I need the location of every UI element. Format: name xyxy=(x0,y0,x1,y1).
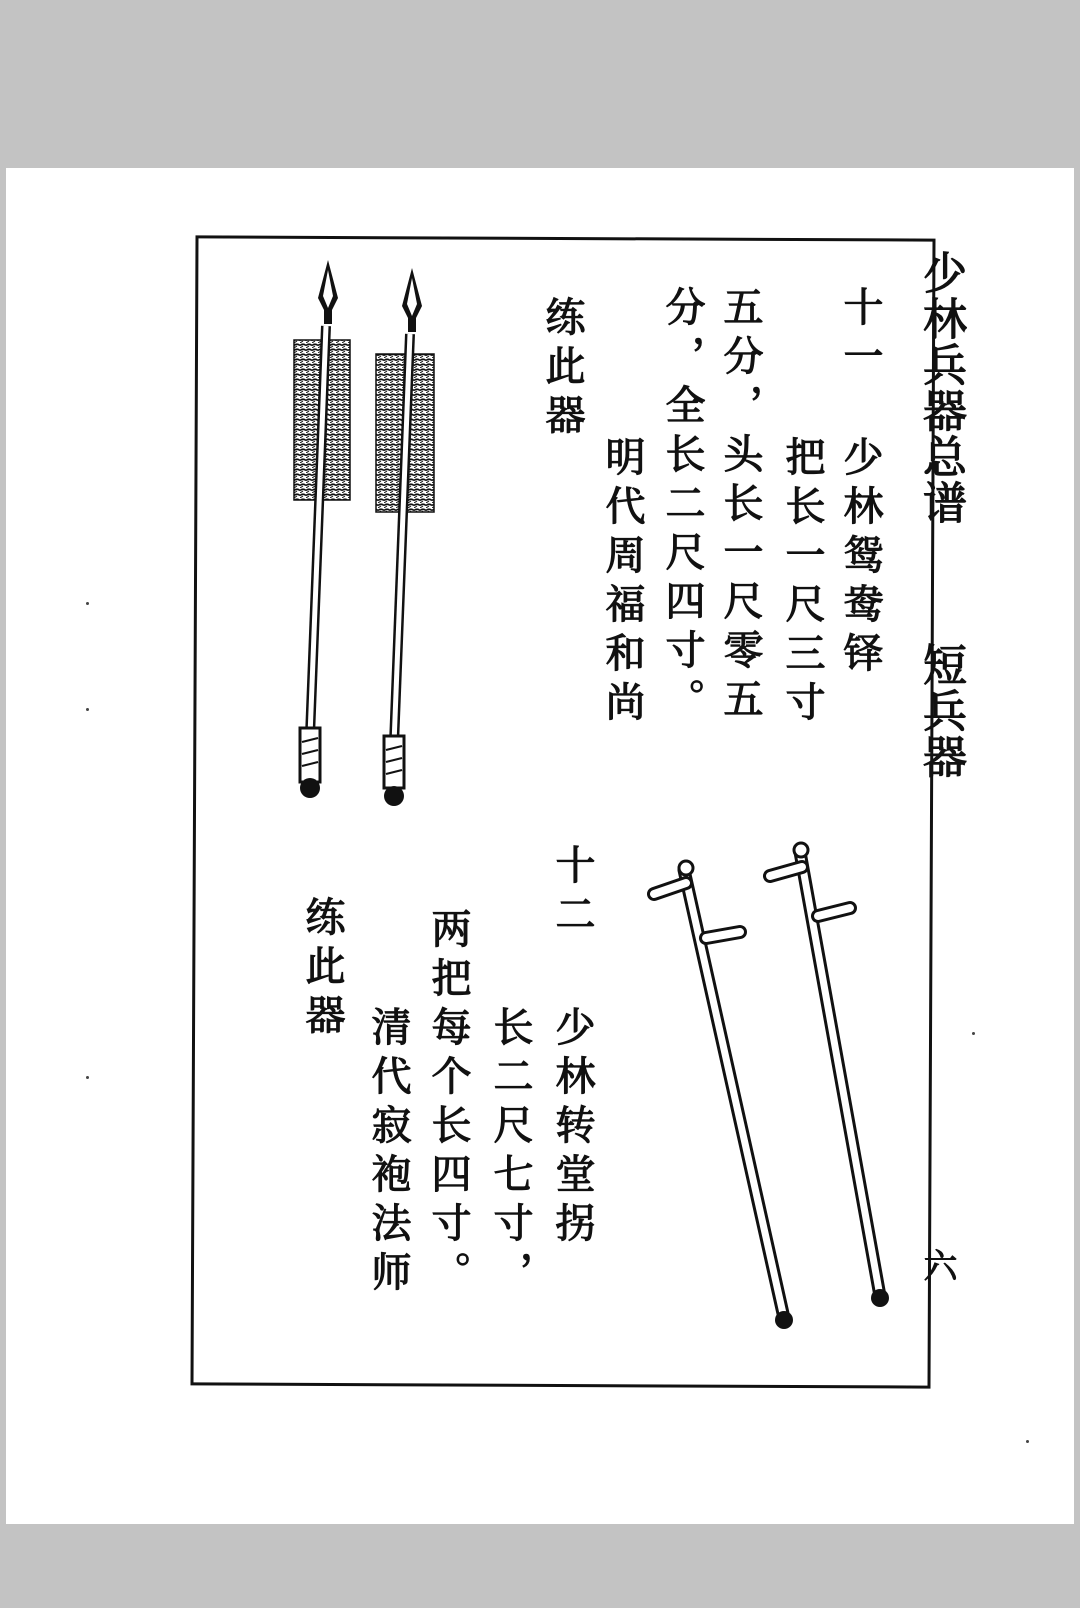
item-12-master: 清代寂袍法师 xyxy=(365,1006,412,1300)
page-number: 六 xyxy=(917,1248,957,1282)
item-12-name: 少林转堂拐 xyxy=(549,1006,596,1251)
scan-speck xyxy=(86,708,89,711)
item-11-practice: 练此器 xyxy=(539,296,586,443)
item-12-number: 十二 xyxy=(549,844,596,942)
item-11-spec-3: 分，全长二尺四寸。 xyxy=(659,286,706,727)
crutch-staff-right-icon xyxy=(770,843,889,1307)
scan-speck xyxy=(1026,1440,1029,1443)
book-title: 少林兵器总谱 xyxy=(915,250,966,526)
scanned-page xyxy=(6,168,1074,1524)
scan-speck xyxy=(86,602,89,605)
crutch-staff-left-icon xyxy=(654,861,793,1329)
section-title: 短兵器 xyxy=(915,642,966,780)
item-12-practice: 练此器 xyxy=(299,896,346,1043)
item-12-spec-1: 长二尺七寸， xyxy=(487,1006,534,1300)
scan-speck xyxy=(972,1032,975,1035)
tasseled-spear-left-icon xyxy=(294,260,350,798)
item-11-name: 少林鸳鸯铎 xyxy=(837,436,884,681)
item-11-number: 十一 xyxy=(837,286,884,384)
item-12-spec-2: 两把每个长四寸。 xyxy=(425,908,472,1300)
weapon-illustrations xyxy=(6,168,1074,1524)
item-11-master: 明代周福和尚 xyxy=(599,436,646,730)
scan-speck xyxy=(86,1076,89,1079)
tasseled-spear-right-icon xyxy=(376,268,434,806)
item-11-spec-2: 五分，头长一尺零五 xyxy=(717,286,764,727)
item-11-spec-1: 把长一尺三寸 xyxy=(779,436,826,730)
